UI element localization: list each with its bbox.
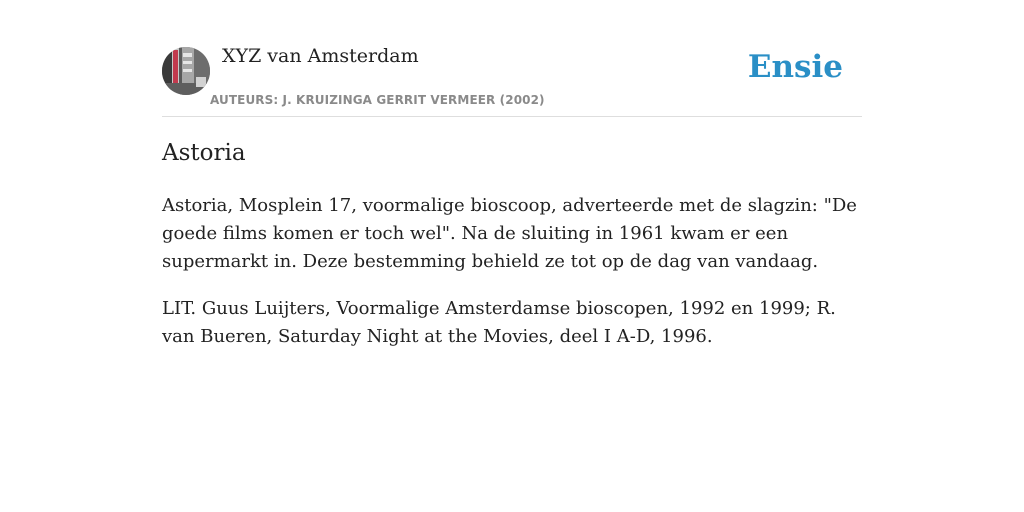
book-title-link[interactable]: XYZ van Amsterdam [222,45,419,67]
book-cover-image [162,47,210,95]
entry-title: Astoria [162,140,246,166]
ensie-logo[interactable]: Ensie [747,49,843,85]
literature-paragraph: LIT. Guus Luijters, Voormalige Amsterdamse bioscopen, 1992 en 1999; R. van Bueren, Saturday Night at the Movies, deel I A-D, 1996. [162,298,836,347]
authors-line: AUTEURS: J. KRUIZINGA GERRIT VERMEER (2002) [210,93,545,107]
entry-content [162,192,862,370]
book-cover-avatar[interactable] [162,47,210,95]
header [162,40,862,117]
entry-paragraph: Astoria, Mosplein 17, voormalige bioscoop, adverteerde met de slagzin: "De goede films komen er toch wel". Na de sluiting in 1961 kwam er een supermarkt in. Deze bestemming behield ze tot op de dag van vandaag. [162,195,857,272]
